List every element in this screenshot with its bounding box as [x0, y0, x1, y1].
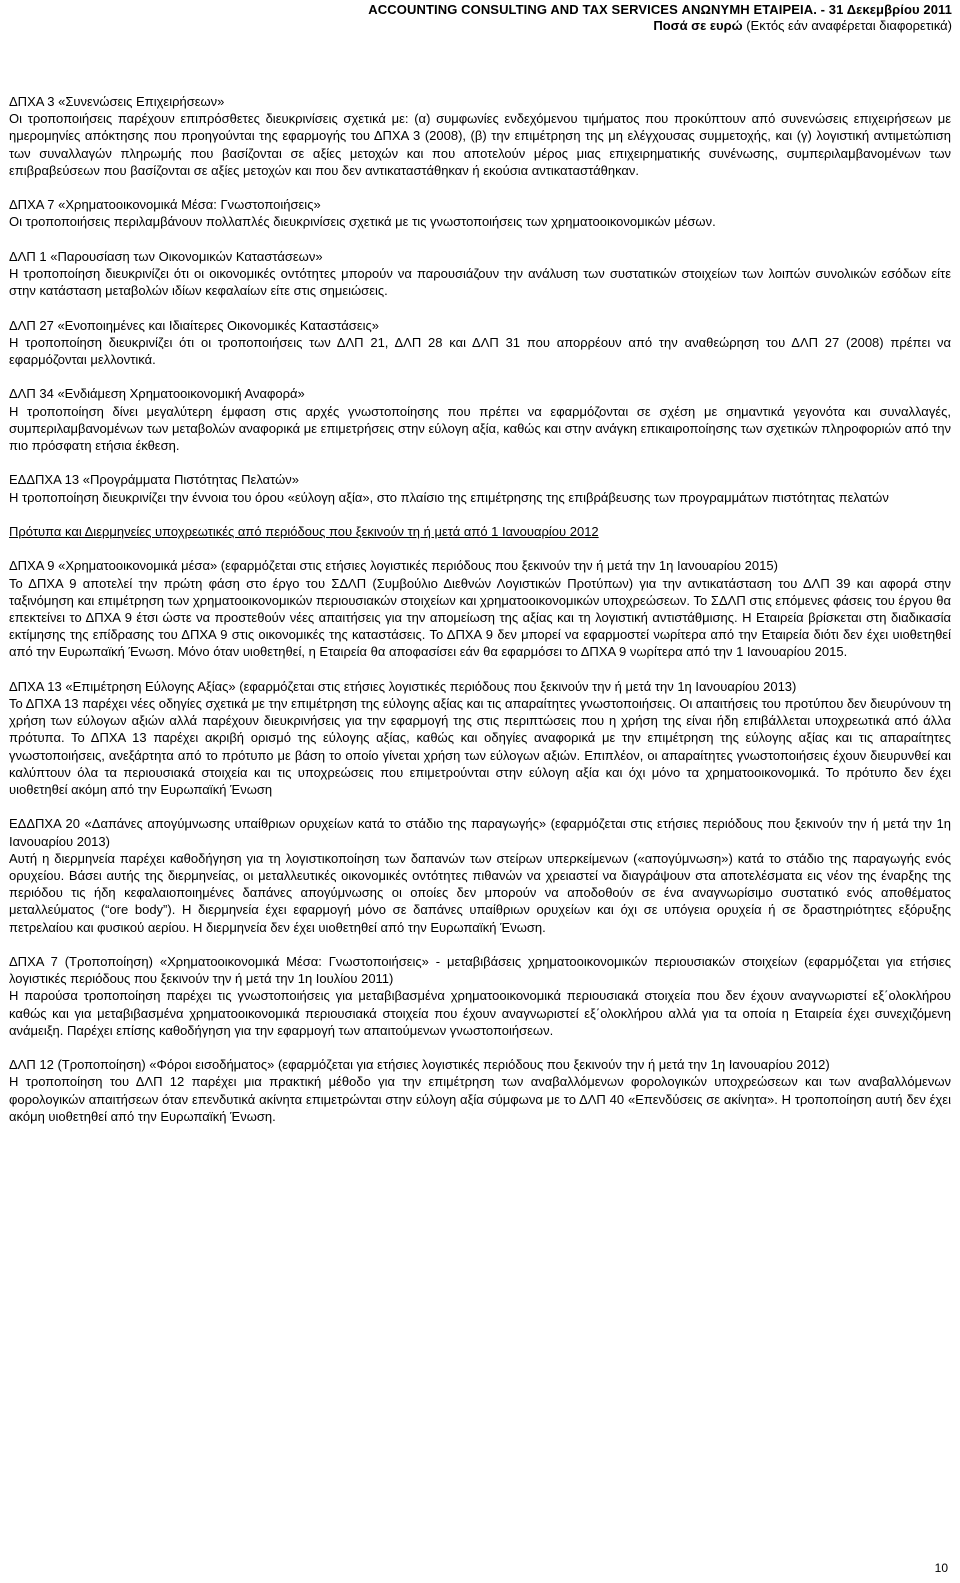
amounts-note-line: [653, 18, 952, 33]
document-body: [9, 93, 951, 1142]
section-title: ΔΛΠ 12 (Τροποποίηση) «Φόροι εισοδήματος» (εφαρμόζεται για ετήσιες λογιστικές περιόδους που ξεκινούν την ή μετά την 1η Ιανουαρίου 2012): [9, 1057, 830, 1073]
section-ifric20: [9, 815, 951, 935]
section-title: ΔΛΠ 1 «Παρουσίαση των Οικονομικών Καταστάσεων»: [9, 248, 323, 264]
section-ifrs3: [9, 93, 951, 179]
section-body: Η τροποποίηση διευκρινίζει την έννοια του όρου «εύλογη αξία», στο πλαίσιο της επιμέτρησης της επιβράβευσης των προγραμμάτων πιστότητας πελατών: [9, 489, 889, 505]
section-ifrs7-amendment: [9, 953, 951, 1039]
section-title: ΕΔΔΠΧΑ 20 «Δαπάνες απογύμνωσης υπαίθριων ορυχείων κατά το στάδιο της παραγωγής» (εφαρμόζεται στις ετήσιες περιόδους που ξεκινούν την ή μετά την 1η Ιανουαρίου 2013): [9, 816, 951, 849]
section-body: Οι τροποποιήσεις περιλαμβάνουν πολλαπλές διευκρινίσεις σχετικά με τις γνωστοποιήσεις των χρηματοοικονομικών μέσων.: [9, 214, 716, 230]
section-body: Οι τροποποιήσεις παρέχουν επιπρόσθετες διευκρινίσεις σχετικά με: (α) συμφωνίες ενδεχόμενου τιμήματος που προκύπτουν από συνενώσεις επιχειρήσεων με ημερομηνίες απόκτησης που προηγούνται της εφαρμογής του ΔΠΧΑ 3 (2008), (β) την επιμέτρηση της μη ελέγχουσας συμμετοχής, και (γ) λογιστική αντιμετώπιση των συναλλαγών πληρωμής που βασίζονται σε αξίες μετοχών και που αποτελούν μέρος μιας επιχειρηματικής συνένωσης, συμπεριλαμβανομένων των επιβραβεύσεων που βασίζονται σε αξίες μετοχών και που δεν αντικαταστάθηκαν ή εκούσια αντικαταστάθηκαν.: [9, 111, 951, 178]
amounts-note: (Εκτός εάν αναφέρεται διαφορετικά): [742, 18, 952, 33]
section-title: ΔΠΧΑ 13 «Επιμέτρηση Εύλογης Αξίας» (εφαρμόζεται στις ετήσιες λογιστικές περιόδους που ξεκινούν την ή μετά την 1η Ιανουαρίου 2013): [9, 678, 797, 694]
section-title: ΔΠΧΑ 3 «Συνενώσεις Επιχειρήσεων»: [9, 94, 225, 109]
section-body: Αυτή η διερμηνεία παρέχει καθοδήγηση για τη λογιστικοποίηση των δαπανών των στείρων υπερκείμενων («απογύμνωση») κατά το στάδιο της παραγωγής ενός ορυχείου. Βάσει αυτής της διερμηνείας, οι μεταλλευτικές οικονομικές οντότητες πιθανών να χρειαστεί να διαγράψουν στα αποτελέσματα εις νέον της έναρξης της περιόδου τις ήδη κεφαλαιοποιημένες δαπάνες απογύμνωσης οι οποίες δεν μπορούν να αποδοθούν σε ένα αναγνωρίσιμο συστατικό ενός αποθέματος μεταλλεύματος (“ore body”). Η διερμηνεία έχει εφαρμογή μόνο σε δαπάνες υπαίθριων ορυχείων και όχι σε υπόγεια ορυχεία ή σε δραστηριότητες εξόρυξης πετρελαίου και φυσικού αερίου. Η διερμηνεία δεν έχει υιοθετηθεί από την Ευρωπαϊκή Ένωση.: [9, 850, 951, 935]
section-body: Η παρούσα τροποποίηση παρέχει τις γνωστοποιήσεις για μεταβιβασμένα χρηματοοικονομικά περιουσιακά στοιχεία που δεν έχουν αναγνωριστεί εξ΄ολοκλήρου καθώς και για μεταβιβασμένα χρηματοοικονομικά περιουσιακά στοιχεία που έχουν αναγνωριστεί εξ΄ολοκλήρου αλλά για τα οποία η Εταιρεία έχει συνεχιζόμενη ανάμειξη. Παρέχει επίσης καθοδήγηση για την εφαρμογή των απαιτούμενων γνωστοποιήσεων.: [9, 988, 951, 1038]
section-body: Η τροποποίηση διευκρινίζει ότι οι οικονομικές οντότητες μπορούν να παρουσιάζουν την ανάλυση των συστατικών στοιχείων των λοιπών συνολικών εσόδων είτε στην κατάσταση μεταβολών ιδίων κεφαλαίων είτε στις σημειώσεις.: [9, 266, 951, 299]
section-ias12-amendment: [9, 1056, 951, 1125]
section-ias1: [9, 248, 951, 300]
section-ifrs13: [9, 678, 951, 798]
standards-subheading: Πρότυπα και Διερμηνείες υποχρεωτικές από περιόδους που ξεκινούν τη ή μετά από 1 Ιανουαρίου 2012: [9, 523, 599, 539]
section-title: ΕΔΔΠΧΑ 13 «Προγράμματα Πιστότητας Πελατών»: [9, 472, 299, 488]
section-body: Η τροποποίηση διευκρινίζει ότι οι τροποποιήσεις των ΔΛΠ 21, ΔΛΠ 28 και ΔΛΠ 31 που απορρέουν από την αναθεώρηση του ΔΛΠ 27 (2008) πρέπει να εφαρμόζονται μελλοντικά.: [9, 334, 951, 367]
section-body: Η τροποποίηση δίνει μεγαλύτερη έμφαση στις αρχές γνωστοποίησης που πρέπει να εφαρμόζονται σε σχέση με σημαντικά γεγονότα και συναλλαγές, συμπεριλαμβανομένων των μεταβολών αναφορικά με επιμετρήσεις στην εύλογη αξία, καθώς και στην ανάγκη επικαιροποίησης των σχετικών πληροφοριών από την πιο πρόσφατη ετήσια έκθεση.: [9, 403, 951, 453]
section-title: ΔΛΠ 34 «Ενδιάμεση Χρηματοοικονομική Αναφορά»: [9, 386, 305, 402]
section-ifrs7: [9, 196, 951, 230]
section-ias27: [9, 317, 951, 369]
section-title: ΔΠΧΑ 9 «Χρηματοοικονομικά μέσα» (εφαρμόζεται στις ετήσιες λογιστικές περιόδους που ξεκινούν την ή μετά την 1η Ιανουαρίου 2015): [9, 558, 778, 574]
section-body: Το ΔΠΧΑ 13 παρέχει νέες οδηγίες σχετικά με την επιμέτρηση της εύλογης αξίας και τις απαραίτητες γνωστοποιήσεις. Οι απαιτήσεις του προτύπου δεν διευρύνουν τη χρήση των εύλογων αξιών αλλά παρέχουν διευκρινήσεις για την εφαρμογή της στις περιπτώσεις που η χρήση της είναι ήδη επιβάλλεται υποχρεωτικά από άλλα πρότυπα. Το ΔΠΧΑ 13 παρέχει ακριβή ορισμό της εύλογης αξίας, καθώς και οδηγίες αναφορικά με την επιμέτρηση της εύλογης αξίας και τις απαραίτητες γνωστοποιήσεις, ανεξάρτητα από το πρότυπο με βάση το οποίο γίνεται χρήση των εύλογων αξιών. Επιπλέον, οι απαραίτητες γνωστοποιήσεις έχουν διευρυνθεί και καλύπτουν όλα τα περιουσιακά στοιχεία και τις υποχρεώσεις που επιμετρούνται στην εύλογη αξία και όχι μόνο τα χρηματοοικονομικά. Το πρότυπο δεν έχει υιοθετηθεί ακόμη από την Ευρωπαϊκή Ένωση: [9, 695, 951, 797]
amounts-currency: Ποσά σε ευρώ: [653, 18, 743, 33]
page-header: [0, 0, 960, 35]
section-ias34: [9, 385, 951, 454]
page-number: 10: [934, 1561, 948, 1575]
section-ifrs9: [9, 557, 951, 660]
section-body: Η τροποποίηση του ΔΛΠ 12 παρέχει μια πρακτική μέθοδο για την επιμέτρηση των αναβαλλόμενων φορολογικών υποχρεώσεων και των αναβαλλόμενων φορολογικών απαιτήσεων όταν επενδυτικά ακίνητα επιμετρώνται στην εύλογη αξία σύμφωνα με το ΔΛΠ 40 «Επενδύσεις σε ακίνητα». Η τροποποίηση αυτή δεν έχει ακόμη υιοθετηθεί από την Ευρωπαϊκή Ένωση.: [9, 1074, 951, 1124]
section-title: ΔΠΧΑ 7 «Χρηματοοικονομικά Μέσα: Γνωστοποιήσεις»: [9, 197, 321, 213]
section-body: Το ΔΠΧΑ 9 αποτελεί την πρώτη φάση στο έργο του ΣΔΛΠ (Συμβούλιο Διεθνών Λογιστικών Προτύπων) για την αντικατάσταση του ΔΛΠ 39 και αφορά στην ταξινόμηση και επιμέτρηση των χρηματοοικονομικών περιουσιακών στοιχείων και χρηματοοικονομικών υποχρεώσεων. Το ΣΔΛΠ στις επόμενες φάσεις του έργου θα επεκτείνει το ΔΠΧΑ 9 έτσι ώστε να προστεθούν νέες απαιτήσεις για την απομείωση της αξίας και τη λογιστική αντιστάθμισης. Η Εταιρεία βρίσκεται στη διαδικασία εκτίμησης της επίδρασης του ΔΠΧΑ 9 στις οικονομικές της καταστάσεις. Το ΔΠΧΑ 9 δεν μπορεί να εφαρμοστεί νωρίτερα από την Εταιρεία διότι δεν έχει υιοθετηθεί από την Ευρωπαϊκή Ένωση. Μόνο όταν υιοθετηθεί, η Εταιρεία θα αποφασίσει εάν θα εφαρμόσει το ΔΠΧΑ 9 νωρίτερα από την 1 Ιανουαρίου 2015.: [9, 575, 951, 660]
company-header: ACCOUNTING CONSULTING AND TAX SERVICES ΑΝΩΝΥΜΗ ΕΤΑΙΡΕΙΑ. - 31 Δεκεμβρίου 2011: [368, 2, 952, 17]
section-ifric13: [9, 471, 951, 505]
section-title: ΔΛΠ 27 «Ενοποιημένες και Ιδιαίτερες Οικονομικές Καταστάσεις»: [9, 317, 380, 333]
subheading-block: [9, 523, 951, 540]
section-title: ΔΠΧΑ 7 (Τροποποίηση) «Χρηματοοικονομικά Μέσα: Γνωστοποιήσεις» - μεταβιβάσεις χρηματοοικονομικών περιουσιακών στοιχείων (εφαρμόζεται για ετήσιες λογιστικές περιόδους που ξεκινούν την ή μετά την 1η Ιουλίου 2011): [9, 954, 951, 987]
